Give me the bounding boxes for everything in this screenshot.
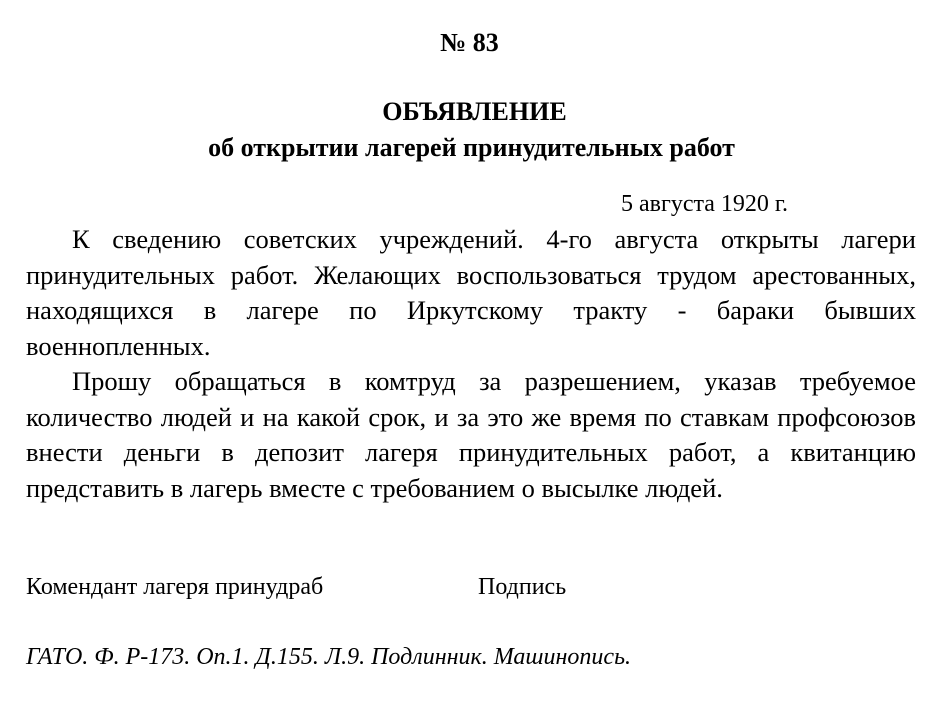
body-paragraph-2: Прошу обращаться в комтруд за разрешением, указав требуемое количество людей и на какой срок, и за это же время по ставкам профсоюзов внести деньги в депозит лагеря принудительных работ, а квитанцию представить в лагерь вместе с требованием о высылке людей. (26, 366, 916, 503)
document-subtitle: об открытии лагерей принудительных работ (208, 133, 735, 162)
signatory-title: Комендант лагеря принудраб (26, 574, 324, 600)
body-paragraph-1: К сведению советских учреждений. 4-го августа открыты лагери принудительных работ. Желающих воспользоваться трудом арестованных, находящихся в лагере по Иркутскому тракту - бараки бывших военнопленных. (26, 224, 916, 361)
document-title: ОБЪЯВЛЕНИЕ (382, 97, 567, 126)
document-body (26, 222, 916, 506)
signature-mark: Подпись (478, 574, 567, 600)
document-number: № 83 (440, 28, 499, 57)
document-date: 5 августа 1920 г. (621, 191, 789, 217)
signature-line (26, 571, 567, 603)
archive-source-reference: ГАТО. Ф. Р-173. Оп.1. Д.155. Л.9. Подлинник. Машинопись. (26, 644, 631, 670)
